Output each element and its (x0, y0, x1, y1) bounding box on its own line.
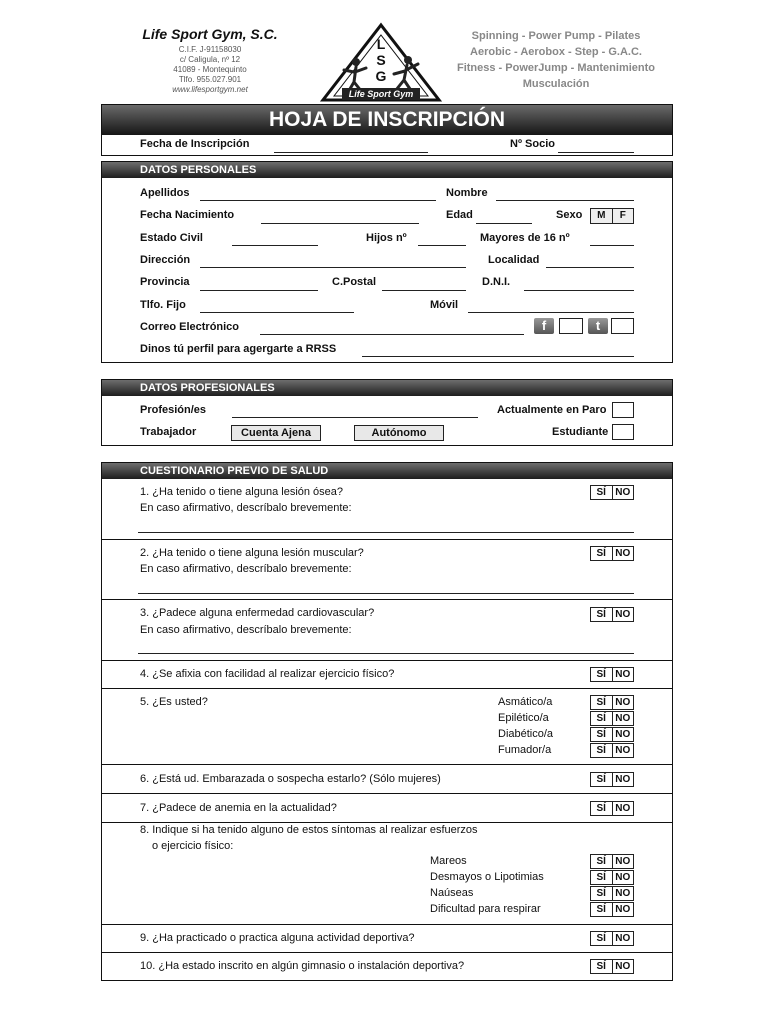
si-option[interactable]: SÍ (596, 548, 606, 559)
si-option[interactable]: SÍ (596, 774, 606, 785)
mayores-field[interactable] (590, 245, 634, 246)
si-option[interactable]: SÍ (596, 856, 606, 867)
question-2: 2. ¿Ha tenido o tiene alguna lesión muscular? (140, 547, 364, 559)
company-website: www.lifesportgym.net (172, 85, 248, 94)
question-6: 6. ¿Está ud. Embarazada o sospecha estarlo? (Sólo mujeres) (140, 773, 441, 785)
activities-line-2: Aerobic - Aerobox - Step - G.A.C. (470, 46, 642, 58)
trabajador-label: Trabajador (140, 426, 197, 438)
direccion-label: Dirección (140, 254, 191, 266)
health-separator (101, 822, 673, 823)
cpostal-field[interactable] (382, 290, 466, 291)
nombre-label: Nombre (446, 187, 488, 199)
q8-desmayos-si-no (590, 870, 634, 885)
si-option[interactable]: SÍ (596, 961, 606, 972)
professional-header: DATOS PROFESIONALES (102, 380, 672, 396)
q5-option-fumador: Fumador/a (498, 744, 552, 756)
apellidos-field[interactable] (200, 200, 436, 201)
no-option[interactable]: NO (612, 744, 634, 757)
facebook-checkbox[interactable] (559, 318, 583, 334)
question-8: 8. Indique si ha tenido alguno de estos síntomas al realizar esfuerzos (140, 824, 478, 836)
question-1-si-no (590, 485, 634, 500)
company-street: c/ Caligula, nº 12 (179, 55, 241, 64)
correo-label: Correo Electrónico (140, 321, 240, 333)
rrss-label: Dinos tú perfil para agergarte a RRSS (140, 343, 337, 355)
si-option[interactable]: SÍ (596, 713, 606, 724)
dni-label: D.N.I. (482, 276, 511, 288)
q8-option-nauseas: Naúseas (430, 887, 474, 899)
si-option[interactable]: SÍ (596, 745, 606, 756)
company-phone: Tlfo. 955.027.901 (178, 75, 242, 84)
cuenta-ajena-option[interactable]: Cuenta Ajena (231, 425, 321, 441)
si-option[interactable]: SÍ (596, 697, 606, 708)
question-7-si-no (590, 801, 634, 816)
health-separator (101, 764, 673, 765)
sexo-m-option[interactable]: M (597, 210, 606, 221)
company-city: 41089 - Montequinto (173, 65, 247, 74)
provincia-label: Provincia (140, 276, 190, 288)
no-option[interactable]: NO (612, 668, 634, 681)
no-option[interactable]: NO (612, 871, 634, 884)
hijos-label: Hijos nº (366, 232, 407, 244)
question-2-answer-field[interactable] (138, 593, 634, 594)
tlfo-field[interactable] (200, 312, 354, 313)
q5-option-epiletico: Epilético/a (498, 712, 549, 724)
movil-label: Móvil (430, 299, 459, 311)
q5-option-diabetico: Diabético/a (498, 728, 554, 740)
cpostal-label: C.Postal (332, 276, 377, 288)
edad-label: Edad (446, 209, 473, 221)
question-9-si-no (590, 931, 634, 946)
q8-option-mareos: Mareos (430, 855, 467, 867)
no-option[interactable]: NO (612, 887, 634, 900)
paro-label: Actualmente en Paro (497, 404, 607, 416)
health-separator (101, 924, 673, 925)
question-6-si-no (590, 772, 634, 787)
health-separator (101, 952, 673, 953)
no-option[interactable]: NO (612, 486, 634, 499)
health-separator (101, 599, 673, 600)
question-7: 7. ¿Padece de anemia en la actualidad? (140, 802, 337, 814)
question-1: 1. ¿Ha tenido o tiene alguna lesión ósea? (140, 486, 344, 498)
rrss-field[interactable] (362, 356, 634, 357)
paro-checkbox[interactable] (612, 402, 634, 418)
edad-field[interactable] (476, 223, 532, 224)
activities-line-1: Spinning - Power Pump - Pilates (471, 30, 641, 42)
no-option[interactable]: NO (612, 728, 634, 741)
estudiante-checkbox[interactable] (612, 424, 634, 440)
n-socio-field[interactable] (558, 152, 634, 153)
logo-letter-g: G (375, 68, 387, 84)
health-separator (101, 660, 673, 661)
no-option[interactable]: NO (612, 712, 634, 725)
apellidos-label: Apellidos (140, 187, 190, 199)
no-option[interactable]: NO (612, 903, 634, 916)
question-2-si-no (590, 546, 634, 561)
si-option[interactable]: SÍ (596, 888, 606, 899)
q5-diabetico-si-no (590, 727, 634, 742)
no-option[interactable]: NO (612, 547, 634, 560)
q5-asmatico-si-no (590, 695, 634, 710)
company-block (110, 26, 310, 95)
form-title-bar (102, 105, 672, 135)
fecha-inscripcion-field[interactable] (274, 152, 428, 153)
estudiante-label: Estudiante (552, 426, 609, 438)
movil-field[interactable] (468, 312, 634, 313)
activities-line-4: Musculación (522, 78, 590, 90)
q8-dificultad-si-no (590, 902, 634, 917)
company-name: Life Sport Gym, S.C. (142, 26, 278, 42)
direccion-field[interactable] (200, 267, 466, 268)
no-option[interactable]: NO (612, 960, 634, 973)
tlfo-label: Tlfo. Fijo (140, 299, 186, 311)
question-4: 4. ¿Se afixia con facilidad al realizar ejercicio físico? (140, 668, 395, 680)
no-option[interactable]: NO (612, 932, 634, 945)
q8-nauseas-si-no (590, 886, 634, 901)
fecha-nacimiento-label: Fecha Nacimiento (140, 209, 235, 221)
question-1-describe: En caso afirmativo, descríbalo brevemente: (140, 502, 352, 514)
question-2-describe: En caso afirmativo, descríbalo brevemente: (140, 563, 352, 575)
no-option[interactable]: NO (612, 773, 634, 786)
localidad-label: Localidad (488, 254, 540, 266)
profesion-field[interactable] (232, 417, 478, 418)
mayores-label: Mayores de 16 nº (480, 232, 570, 244)
q8-option-dificultad: Dificultad para respirar (430, 903, 541, 915)
q5-epiletico-si-no (590, 711, 634, 726)
correo-field[interactable] (260, 334, 524, 335)
q8-mareos-si-no (590, 854, 634, 869)
si-option[interactable]: SÍ (596, 904, 606, 915)
si-option[interactable]: SÍ (596, 872, 606, 883)
health-separator (101, 688, 673, 689)
autonomo-option[interactable]: Autónomo (354, 425, 444, 441)
form-title: HOJA DE INSCRIPCIÓN (268, 108, 506, 131)
sexo-label: Sexo (556, 209, 583, 221)
si-option[interactable]: SÍ (596, 609, 606, 620)
company-cif: C.I.F. J-91158030 (178, 45, 242, 54)
si-option[interactable]: SÍ (596, 803, 606, 814)
provincia-field[interactable] (200, 290, 318, 291)
logo-text: Life Sport Gym (348, 89, 414, 99)
si-option[interactable]: SÍ (596, 669, 606, 680)
gym-logo (320, 22, 442, 104)
nombre-field[interactable] (496, 200, 634, 201)
question-5: 5. ¿Es usted? (140, 696, 208, 708)
q5-option-asmatico: Asmático/a (498, 696, 553, 708)
no-option[interactable]: NO (612, 608, 634, 621)
no-option[interactable]: NO (612, 696, 634, 709)
si-option[interactable]: SÍ (596, 729, 606, 740)
question-9: 9. ¿Ha practicado o practica alguna actividad deportiva? (140, 932, 415, 944)
localidad-field[interactable] (546, 267, 634, 268)
question-1-answer-field[interactable] (138, 532, 634, 533)
twitter-icon: t (588, 318, 608, 334)
health-separator (101, 539, 673, 540)
activities-line-3: Fitness - PowerJump - Mantenimiento (456, 62, 656, 74)
dni-field[interactable] (524, 290, 634, 291)
health-header: CUESTIONARIO PREVIO DE SALUD (102, 463, 672, 479)
sexo-f-option[interactable]: F (612, 209, 634, 223)
estado-civil-field[interactable] (232, 245, 318, 246)
si-option[interactable]: SÍ (596, 933, 606, 944)
estado-civil-label: Estado Civil (140, 232, 203, 244)
fecha-inscripcion-label: Fecha de Inscripción (140, 138, 250, 150)
logo-letter-l: L (376, 36, 386, 52)
n-socio-label: Nº Socio (510, 138, 555, 150)
question-10-si-no (590, 959, 634, 974)
personal-header: DATOS PERSONALES (102, 162, 672, 178)
q5-fumador-si-no (590, 743, 634, 758)
no-option[interactable]: NO (612, 802, 634, 815)
logo-letter-s: S (376, 52, 386, 68)
question-8-continued: o ejercicio físico: (152, 840, 234, 852)
health-separator (101, 793, 673, 794)
si-option[interactable]: SÍ (596, 487, 606, 498)
q8-option-desmayos: Desmayos o Lipotimias (430, 871, 544, 883)
sexo-selector (590, 208, 634, 224)
no-option[interactable]: NO (612, 855, 634, 868)
question-3-answer-field[interactable] (138, 653, 634, 654)
question-3-describe: En caso afirmativo, descríbalo brevemente: (140, 624, 352, 636)
hijos-field[interactable] (418, 245, 466, 246)
fecha-nacimiento-field[interactable] (261, 223, 419, 224)
twitter-checkbox[interactable] (611, 318, 634, 334)
question-3: 3. ¿Padece alguna enfermedad cardiovascular? (140, 607, 375, 619)
question-10: 10. ¿Ha estado inscrito en algún gimnasio o instalación deportiva? (140, 960, 465, 972)
profesion-label: Profesión/es (140, 404, 207, 416)
question-3-si-no (590, 607, 634, 622)
facebook-icon: f (534, 318, 554, 334)
question-4-si-no (590, 667, 634, 682)
